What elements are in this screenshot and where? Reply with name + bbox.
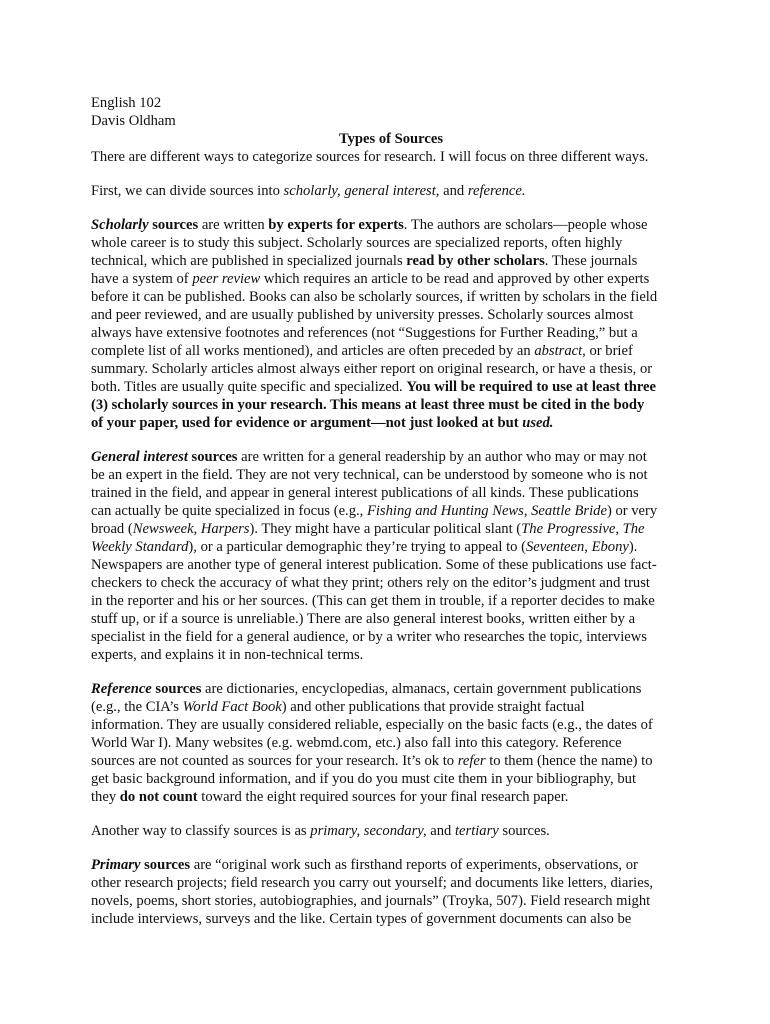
paragraph-line: complete list of all works mentioned), and articles are often preceded by an abstract, or brief: [91, 343, 633, 359]
paragraph-line: technical, which are published in specialized journals read by other scholars. These journals: [91, 253, 638, 269]
paragraph-line: be an expert in the field. They are not very technical, can be understood by someone who is not: [91, 467, 648, 483]
paragraph-line: whole career is to study this subject. Scholarly sources are specialized reports, often highly: [91, 235, 623, 251]
author-name: Davis Oldham: [91, 113, 176, 129]
paragraph-line: of your paper, used for evidence or argument—not just looked at but used.: [91, 415, 554, 431]
paragraph-line: summary. Scholarly articles almost always either report on original research, or have a thesis, or: [91, 361, 653, 377]
paragraph-line: can actually be quite specialized in focus (e.g., Fishing and Hunting News, Seattle Bride) or very: [91, 503, 658, 519]
paragraph-line: both. Titles are usually quite specific and specialized. You will be required to use at least three: [91, 379, 657, 395]
section-term: Reference sources: [91, 681, 202, 697]
paragraph-line: always have extensive footnotes and references (not “Suggestions for Further Reading,” but a: [91, 325, 638, 341]
paragraph-line: have a system of peer review which requires an article to be read and approved by other experts: [91, 271, 650, 287]
paragraph-line: Scholarly sources are written by experts for experts. The authors are scholars—people whose: [91, 217, 648, 233]
paragraph-line: broad (Newsweek, Harpers). They might have a particular political slant (The Progressive, The: [91, 521, 645, 537]
paragraph-line: (3) scholarly sources in your research. This means at least three must be cited in the body: [91, 397, 645, 413]
paragraph-line: they do not count toward the eight required sources for your final research paper.: [91, 789, 569, 805]
paragraph-line: specialist in the field for a general audience, or by a writer who researches the topic, interviews: [91, 629, 647, 645]
second-way-terms: primary, secondary,: [310, 823, 427, 839]
first-way-terms: scholarly, general interest,: [283, 183, 440, 199]
document-page: [91, 94, 691, 944]
paragraph-line: Primary sources are “original work such as firsthand reports of experiments, observations, or: [91, 857, 638, 873]
general-interest-paragraph: [91, 448, 691, 664]
paragraph-line: stuff up, or if a source is unreliable.) There are also general interest books, written either by a: [91, 611, 636, 627]
paragraph-line: information. They are usually considered reliable, especially on the basic facts (e.g., the dates of: [91, 717, 653, 733]
first-way-paragraph: First, we can divide sources into scholarly, general interest, and reference.: [91, 183, 526, 199]
reference-paragraph: [91, 680, 691, 806]
paragraph-line: General interest sources are written for a general readership by an author who may or may not: [91, 449, 647, 465]
paragraph-line: other research projects; field research you carry out yourself; and documents like letters, diaries,: [91, 875, 654, 891]
paragraph-line: get basic background information, and if you do you must cite them in your bibliography, but: [91, 771, 636, 787]
paragraph-line: World War I). Many websites (e.g. webmd.com, etc.) also fall into this category. Reference: [91, 735, 622, 751]
paragraph-line: and peer reviewed, and are usually published by university presses. Scholarly sources almost: [91, 307, 634, 323]
paragraph-line: (e.g., the CIA’s World Fact Book) and other publications that provide straight factual: [91, 699, 585, 715]
second-way-last-term: tertiary: [454, 823, 499, 839]
paragraph-line: trained in the field, and appear in general interest publications of all kinds. These publications: [91, 485, 639, 501]
paragraph-line: sources are not counted as sources for your research. It’s ok to refer to them (hence the name) to: [91, 753, 653, 769]
paragraph-line: novels, poems, short stories, autobiographies, and journals” (Troyka, 507). Field research might: [91, 893, 651, 909]
section-term: Scholarly sources: [91, 217, 199, 233]
section-term: General interest sources: [91, 449, 238, 465]
scholarly-paragraph: [91, 216, 691, 432]
primary-paragraph: [91, 856, 691, 928]
paragraph-line: before it can be published. Books can also be scholarly sources, if written by scholars in the field: [91, 289, 658, 305]
paragraph-line: checkers to check the accuracy of what they print; others rely on the editor’s judgment and trust: [91, 575, 650, 591]
intro-paragraph: There are different ways to categorize sources for research. I will focus on three different ways.: [91, 149, 649, 165]
paragraph-line: include interviews, surveys and the like. Certain types of government documents can also be: [91, 911, 632, 927]
course-name: English 102: [91, 95, 162, 111]
paragraph-line: Newspapers are another type of general interest publication. Some of these publications use fact-: [91, 557, 657, 573]
paragraph-line: Reference sources are dictionaries, encyclopedias, almanacs, certain government publications: [91, 681, 642, 697]
paragraph-line: experts, and explains it in non-technical terms.: [91, 647, 364, 663]
paragraph-line: Weekly Standard), or a particular demographic they’re trying to appeal to (Seventeen, Ebony).: [91, 539, 638, 555]
document-title: Types of Sources: [338, 131, 444, 147]
first-way-last-term: reference.: [467, 183, 526, 199]
paragraph-line: in the reporter and his or her sources. (This can get them in trouble, if a reporter decides to make: [91, 593, 655, 609]
section-term: Primary sources: [91, 857, 191, 873]
second-way-paragraph: Another way to classify sources is as primary, secondary, and tertiary sources.: [91, 823, 550, 839]
